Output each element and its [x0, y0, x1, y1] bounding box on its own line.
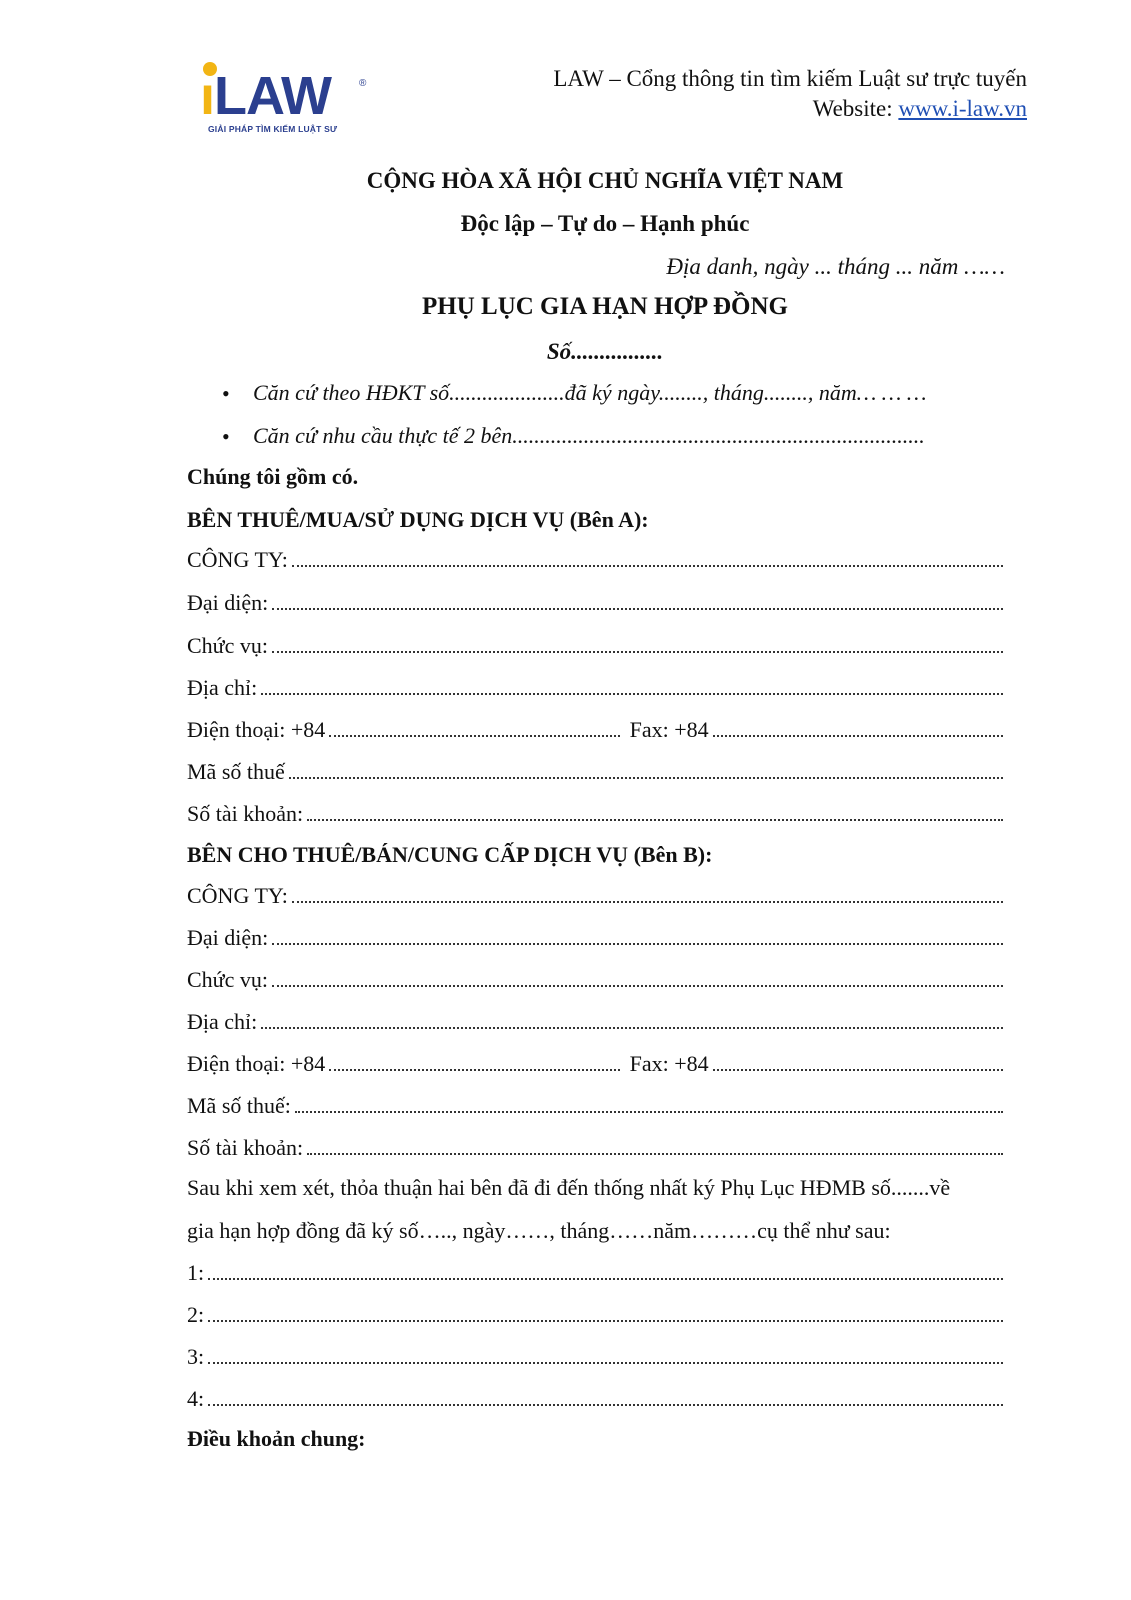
party-a-representative-field: Đại diện:: [187, 589, 1003, 619]
party-a-tax-code-field: Mã số thuế: [187, 758, 1003, 788]
party-a-account-field: Số tài khoản:: [187, 800, 1003, 830]
party-b-position-field: Chức vụ:: [187, 966, 1003, 996]
header-website-line: [813, 96, 1027, 122]
party-b-heading: BÊN CHO THUÊ/BÁN/CUNG CẤP DỊCH VỤ (Bên B):: [187, 842, 713, 867]
item-2-field: 2:: [187, 1301, 1003, 1331]
document-title: PHỤ LỤC GIA HẠN HỢP ĐỒNG: [422, 293, 788, 320]
ilaw-logo[interactable]: [200, 66, 380, 138]
agreement-line-2: gia hạn hợp đồng đã ký số….., ngày……, tháng……năm………cụ thể như sau:: [187, 1218, 891, 1243]
place-date-line: Địa danh, ngày ... tháng ... năm ……: [666, 254, 1005, 279]
document-number: Số................: [546, 339, 664, 364]
party-a-address-field: Địa chỉ:: [187, 674, 1003, 704]
party-b-phone-fax-field: Điện thoại: +84 Fax: +84: [187, 1050, 1003, 1080]
bullet-icon: •: [222, 424, 230, 449]
website-label: Website:: [812, 96, 899, 121]
party-a-phone-fax-field: Điện thoại: +84 Fax: +84: [187, 716, 1003, 746]
agreement-line-1: Sau khi xem xét, thỏa thuận hai bên đã đi đến thống nhất ký Phụ Lục HĐMB số.......về: [187, 1175, 951, 1200]
basis-contract: Căn cứ theo HĐKT số.....................đã ký ngày........, tháng........, năm… … …: [253, 380, 927, 405]
motto: Độc lập – Tự do – Hạnh phúc: [460, 211, 750, 236]
bullet-icon: •: [222, 381, 230, 406]
basis-needs: Căn cứ nhu cầu thực tế 2 bên...........................................................................: [253, 423, 925, 448]
logo-tagline: GIẢI PHÁP TÌM KIẾM LUẬT SƯ: [208, 124, 338, 134]
party-a-heading: BÊN THUÊ/MUA/SỬ DỤNG DỊCH VỤ (Bên A):: [187, 507, 649, 532]
party-b-company-field: CÔNG TY:: [187, 882, 1003, 912]
party-b-address-field: Địa chỉ:: [187, 1008, 1003, 1038]
intro-line: Chúng tôi gồm có.: [187, 464, 359, 489]
logo-registered-mark: ®: [359, 78, 367, 89]
party-b-account-field: Số tài khoản:: [187, 1134, 1003, 1164]
item-1-field: 1:: [187, 1259, 1003, 1289]
logo-wordmark: ıLAW: [200, 66, 331, 126]
item-3-field: 3:: [187, 1343, 1003, 1373]
item-4-field: 4:: [187, 1385, 1003, 1415]
general-terms-heading: Điều khoản chung:: [187, 1426, 366, 1451]
website-link[interactable]: www.i-law.vn: [898, 96, 1027, 121]
party-b-tax-code-field: Mã số thuế:: [187, 1092, 1003, 1122]
nation-heading: CỘNG HÒA XÃ HỘI CHỦ NGHĨA VIỆT NAM: [366, 168, 844, 193]
party-a-position-field: Chức vụ:: [187, 632, 1003, 662]
party-a-company-field: CÔNG TY:: [187, 546, 1003, 576]
party-b-representative-field: Đại diện:: [187, 924, 1003, 954]
header-portal-line: LAW – Cổng thông tin tìm kiếm Luật sư trực tuyến: [553, 66, 1027, 91]
